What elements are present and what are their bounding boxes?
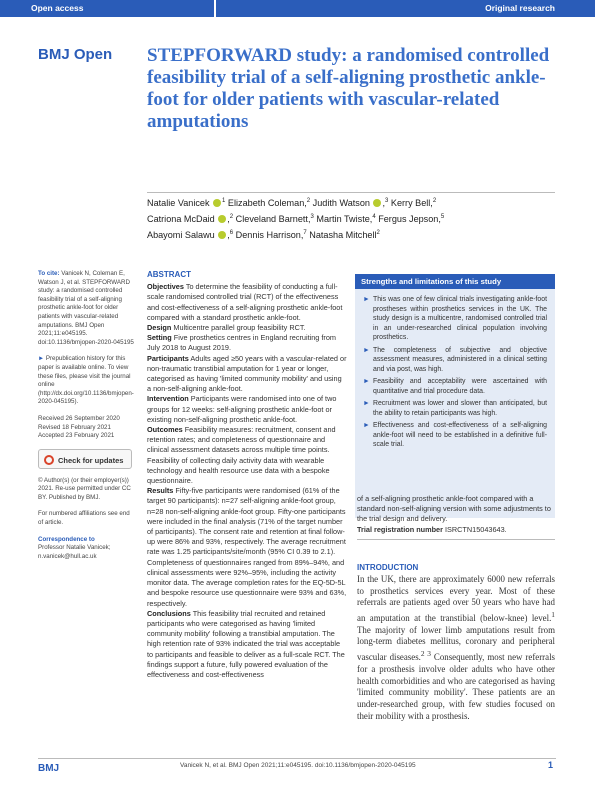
abstract-setting xyxy=(147,333,347,353)
author-name[interactable]: Fergus Jepson, xyxy=(378,214,441,225)
list-item xyxy=(363,377,547,396)
trial-registration xyxy=(357,525,557,535)
revised-date: Revised 18 February 2021 xyxy=(38,423,111,431)
trial-registration-label: Trial registration number xyxy=(357,524,443,534)
introduction-section xyxy=(357,563,555,722)
affiliation-sup: 5 xyxy=(440,214,445,221)
list-item-text: The completeness of subjective and objective assessment measures, administered in a clinical setting and via post, was high. xyxy=(373,346,547,373)
arrow-icon: ► xyxy=(38,355,45,363)
page-number: 1 xyxy=(548,760,554,770)
affiliation-sup: 3 xyxy=(385,198,389,204)
affiliations-note: For numbered affiliations see end of article. xyxy=(38,510,130,527)
list-item-text: This was one of few clinical trials investigating ankle-foot prostheses within prosthetics services in the UK. The study design is a multicentre, randomised controlled trial in an under-researched clinical population involving prosthetics. xyxy=(373,296,547,341)
check-updates-icon xyxy=(44,455,54,465)
intervention-label: Intervention xyxy=(147,394,189,404)
footer-divider xyxy=(38,758,556,759)
cite-label: To cite: xyxy=(38,270,60,277)
outcomes-label: Outcomes xyxy=(147,425,183,435)
affiliation-sup: 4 xyxy=(372,214,376,221)
conclusions-text: This feasibility trial recruited and retained participants who were categorised as having 'limited community mobility' following a transtibial amputation. The high retention rate of 93% indicated the trial was acceptable to participants and feasible to deliver as a full-scale RCT. The findings support a future, fully powered evaluation of the effectiveness and cost-effectiveness xyxy=(147,608,345,679)
journal-logo: BMJ Open xyxy=(38,46,113,63)
results-label: Results xyxy=(147,486,174,496)
triangle-bullet-icon: ► xyxy=(363,422,370,429)
design-text: Multicentre parallel group feasibility RCT. xyxy=(173,323,306,333)
author-name[interactable]: Elizabeth Coleman, xyxy=(227,198,307,209)
article-title: STEPFORWARD study: a randomised controlled feasibility trial of a self-aligning prosthetic ankle-foot for older patients with vascular-related amputations xyxy=(147,45,550,132)
list-item xyxy=(363,295,547,343)
received-date: Received 26 September 2020 xyxy=(38,414,120,422)
affiliation-sup: 3 xyxy=(310,214,314,221)
open-access-banner xyxy=(0,0,214,17)
cite-text: Vanicek N, Coleman E, Watson J, et al. STEPFORWARD study: a randomised controlled feasibility trial of a self-aligning prosthetic ankle-foot for older patients with vascular-related amputations. BMJ Open 2021;11:e045195. doi:10.1136/bmjopen-2020-045195 xyxy=(38,270,134,346)
list-item xyxy=(363,399,547,418)
conclusions-continued: of a self-aligning prosthetic ankle-foot compared with a standard non-self-aligning version with some adjustments to the trial design and delivery. xyxy=(357,494,551,524)
participants-text: Adults aged ≥50 years with a vascular-related or non-traumatic transtibial amputation for 1 year or longer, categorised as having 'limited community mobility' and using a non-self-aligning ankle-foot. xyxy=(147,353,347,394)
banner-divider xyxy=(214,0,216,17)
accepted-date: Accepted 23 February 2021 xyxy=(38,432,115,440)
author-name[interactable]: Martin Twiste, xyxy=(316,214,373,225)
triangle-bullet-icon: ► xyxy=(363,346,370,354)
abstract-intervention xyxy=(147,394,347,425)
affiliation-sup: 2 xyxy=(229,214,234,221)
strengths-list xyxy=(355,289,555,450)
affiliation-sup: 2 xyxy=(432,198,437,204)
prepub-text[interactable]: Prepublication history for this paper is available online. To view these files, please visit the journal online (http://dx.doi.org/10.1136/bmjopen-2020-045195). xyxy=(38,355,134,406)
prepub-note xyxy=(38,355,134,407)
author-name[interactable]: Natasha Mitchell xyxy=(309,230,377,241)
abstract-design xyxy=(147,323,347,333)
article-sidebar xyxy=(38,270,134,569)
introduction-heading: INTRODUCTION xyxy=(357,563,419,572)
bmj-footer-logo: BMJ xyxy=(38,763,60,774)
author-name[interactable]: Natalie Vanicek xyxy=(147,198,210,209)
author-name[interactable]: Kerry Bell, xyxy=(390,198,433,209)
correspondence-block xyxy=(38,536,134,562)
abstract-conclusions xyxy=(147,609,347,680)
conclusions-label: Conclusions xyxy=(147,608,191,618)
outcomes-text: Feasibility measures: recruitment, consent and retention rates; and completeness of questionnaire and clinical assessment datasets across multiple time points. Feasibility of collecting daily activity data with wearable technology and health resource use data with a bespoke questionnaire. xyxy=(147,425,336,486)
affiliation-sup: 7 xyxy=(303,230,307,237)
triangle-bullet-icon: ► xyxy=(363,378,370,385)
triangle-bullet-icon: ► xyxy=(363,400,370,407)
list-item-text: Effectiveness and cost-effectiveness of a self-aligning ankle-foot will need to be established in a definitive full-scale trial. xyxy=(373,422,547,448)
correspondence-email[interactable]: n.vanicek@hull.ac.uk xyxy=(38,552,97,560)
abstract-heading: ABSTRACT xyxy=(147,270,191,279)
check-for-updates-button[interactable] xyxy=(38,449,132,469)
list-item xyxy=(363,421,547,450)
orcid-icon[interactable] xyxy=(218,215,226,223)
triangle-bullet-icon: ► xyxy=(363,296,370,303)
correspondence-label: Correspondence to xyxy=(38,535,95,543)
affiliation-sup: 6 xyxy=(229,230,234,237)
reference-sup[interactable]: 2 3 xyxy=(420,649,431,659)
footer-citation: Vanicek N, et al. BMJ Open 2021;11:e045195. doi:10.1136/bmjopen-2020-045195 xyxy=(180,762,416,769)
intro-text-1: In the UK, there are approximately 6000 new referrals to prosthetics services every year. Most of these referrals are patients aged over 50 years who have had an amputation at the transtibial (below-knee) level. xyxy=(357,574,555,624)
abstract-outcomes xyxy=(147,425,347,486)
setting-text: Five prosthetics centres in England recruiting from July 2018 to August 2019. xyxy=(147,333,336,353)
correspondence-name: Professor Natalie Vanicek; xyxy=(38,544,111,552)
objectives-label: Objectives xyxy=(147,282,184,292)
check-updates-label: Check for updates xyxy=(58,455,124,465)
authors-divider xyxy=(147,192,555,193)
affiliation-sup: 1 xyxy=(222,198,226,204)
article-type-label: Original research xyxy=(485,3,555,13)
results-text: Fifty-five participants were randomised (61% of the target 90 participants): n=27 self-aligning ankle-foot group, n=28 non-self-aligning ankle-foot group. Fifty-one participants were included in the final analysis (71% of the target number of participants). The consent rate and retention at final follow-up were 86% and 93%, respectively. The average recruitment rate was 1.25 participants/site/month (95% CI 0.39 to 2.1). Completeness of questionnaires ranged from 89%–94%, and clinical assessments were 92%–95%, including the activity monitor data. The average completion rates for the EQ-5D-5L and bespoke resource use questionnaire were 93% and 63%, respectively. xyxy=(147,486,347,608)
author-name[interactable]: Cleveland Barnett, xyxy=(235,214,311,225)
abstract-continued xyxy=(357,494,557,535)
author-name[interactable]: Catriona McDaid xyxy=(147,214,215,225)
design-label: Design xyxy=(147,323,172,333)
abstract-end-divider xyxy=(357,539,555,540)
objectives-text: To determine the feasibility of conducting a full-scale randomised controlled trial (RCT) of the effectiveness and cost-effectiveness of a self-aligning prosthetic ankle-foot compared with a standard prosthetic ankle-foot. xyxy=(147,282,343,322)
participants-label: Participants xyxy=(147,353,189,363)
author-name[interactable]: Abayomi Salawu xyxy=(147,230,215,241)
introduction-paragraph xyxy=(357,574,555,722)
copyright-note: © Author(s) (or their employer(s)) 2021. Re-use permitted under CC BY. Published by BMJ. xyxy=(38,476,131,501)
affiliation-sup: 2 xyxy=(376,230,380,237)
trial-registration-number[interactable]: ISRCTN15043643. xyxy=(445,524,507,534)
intro-text-3: Consequently, most new referrals for a prosthesis involve older adults who have other health comorbidities and who are categorised as having 'limited community mobility'. These patients are an under-researched group, with few studies focused on their mobility with a prosthesis. xyxy=(357,652,555,721)
list-item-text: Feasibility and acceptability were ascertained with quantitative and trial procedure data. xyxy=(373,378,547,395)
dates-block xyxy=(38,415,134,441)
list-item-text: Recruitment was lower and slower than anticipated, but the ability to retain participants was high. xyxy=(373,400,547,417)
setting-label: Setting xyxy=(147,333,172,343)
open-access-label: Open access xyxy=(31,3,84,13)
affiliation-sup: 2 xyxy=(306,198,311,204)
orcid-icon[interactable] xyxy=(373,199,381,207)
citation-block xyxy=(38,270,134,347)
author-name[interactable]: Judith Watson xyxy=(312,198,370,209)
orcid-icon[interactable] xyxy=(213,199,221,207)
author-name[interactable]: Dennis Harrison, xyxy=(235,230,304,241)
abstract-section xyxy=(147,270,347,680)
reference-sup[interactable]: 1 xyxy=(551,610,555,620)
author-list: Natalie Vanicek $^1$ Elizabeth Coleman,$^2$ Judith Watson ,$^3$ Kerry Bell,$^2$ Catriona McDaid ,$^2$ Cleveland Barnett,$^3$ Martin Twiste,$^4$ Fergus Jepson,$^5$ Abayomi Salawu ,$^6$ Dennis Harrison,$^7$ Natasha Mitchell$^2$ xyxy=(147,198,445,241)
abstract-results xyxy=(147,486,347,608)
strengths-limitations-box xyxy=(355,274,555,518)
abstract-objectives xyxy=(147,282,347,323)
abstract-participants xyxy=(147,354,347,395)
orcid-icon[interactable] xyxy=(218,231,226,239)
article-type-banner xyxy=(214,0,595,17)
list-item xyxy=(363,346,547,375)
strengths-heading: Strengths and limitations of this study xyxy=(355,274,555,289)
intro-text-2: The majority of lower limb amputations result from long-term diabetes mellitus, coronary and peripheral vascular diseases. xyxy=(357,624,555,663)
intervention-text: Participants were randomised into one of two groups for 12 weeks: self-aligning prosthetic ankle-foot or existing non-self-aligning prosthetic ankle-foot. xyxy=(147,394,337,424)
